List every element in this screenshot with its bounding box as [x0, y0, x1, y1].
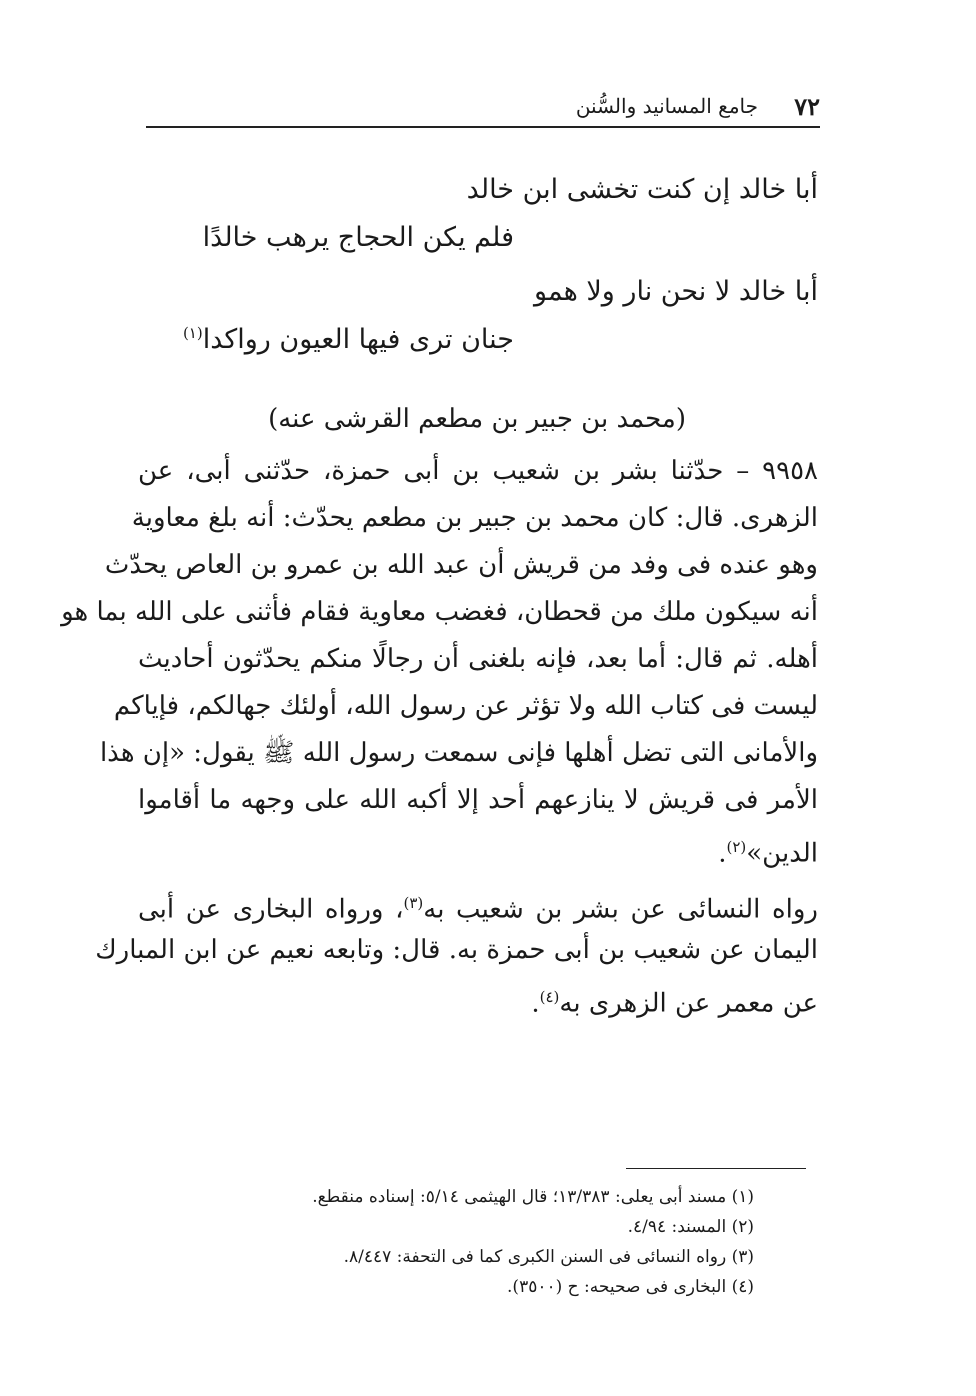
poem-line-4-text: جنان ترى فيها العيون رواكدا: [202, 324, 514, 355]
hadith-line: والأمانى التى تضل أهلها فإنى سمعت رسول الله ﷺ يقول: «إن هذا: [99, 738, 818, 768]
running-header: [146, 92, 820, 126]
header-rule: [146, 126, 820, 128]
footnote-rule: [626, 1168, 806, 1169]
hadith-line-last-text: الدين»: [746, 838, 818, 869]
footnotes: [194, 1182, 754, 1302]
footnote-marker-3: (٣): [403, 894, 424, 912]
riwaya-line-text: رواه النسائى عن بشر بن شعيب به: [423, 894, 818, 925]
footnote-4: (٤) البخارى فى صحيحه: ح (٣٥٠٠).: [507, 1277, 754, 1297]
footnote-marker-2: (٢): [726, 838, 747, 856]
riwaya-line-last: [138, 974, 818, 1021]
footnote-marker-4: (٤): [539, 988, 560, 1006]
footnote-2: (٢) المسند: ٤/٩٤.: [627, 1217, 754, 1237]
page-number: ٧٢: [794, 92, 820, 121]
poem-line-2: فلم يكن الحجاج يرهب خالدًا: [202, 222, 514, 253]
hadith-line-last: الدين»$^{(٢)}$.: [718, 838, 818, 869]
riwaya-line: [138, 880, 818, 927]
hadith-line: أهله. ثم قال: أما بعد، فإنه بلغنى أن رجالًا منكم يحدّثون أحاديث: [138, 644, 818, 674]
riwaya-line-text: عن معمر عن الزهرى به: [559, 988, 818, 1019]
poem-line-3: أبا خالد لا نحن نار ولا همو: [534, 276, 818, 307]
riwaya-paragraph: [95, 880, 818, 1021]
hadith-line: ٩٩٥٨ – حدّثنا بشر بن شعيب بن أبى حمزة، حدّثنى أبى، عن: [138, 456, 818, 486]
hadith-line: وهو عنده فى وفد من قريش أن عبد الله بن عمرو بن العاص يحدّث: [104, 550, 818, 580]
hadith-line: أنه سيكون ملك من قحطان، فغضب معاوية فقام فأثنى على الله بما هو: [61, 597, 818, 627]
section-title: (محمد بن جبير بن مطعم القرشى عنه): [268, 404, 686, 434]
hadith-line: ليست فى كتاب الله ولا تؤثر عن رسول الله، أولئك جهالكم، فإياكم: [113, 691, 818, 721]
footnote-1: (١) مسند أبى يعلى: ١٣/٣٨٣؛ قال الهيثمى ٥/١٤: إسناده منقطع.: [312, 1187, 754, 1207]
riwaya-line-after: .: [531, 988, 540, 1019]
riwaya-line-after: ، ورواه البخارى عن أبى: [138, 894, 404, 925]
hadith-line: الأمر فى قريش لا ينازعهم أحد إلا أكبه الله على وجهه ما أقاموا: [138, 785, 818, 815]
riwaya-line: اليمان عن شعيب بن أبى حمزة به. قال: وتابعه نعيم عن ابن المبارك: [95, 935, 818, 965]
poem-line-1: أبا خالد إن كنت تخشى ابن خالد: [466, 174, 818, 205]
footnote-marker-1: (١): [182, 324, 203, 342]
running-title: جامع المسانيد والسُّنن: [575, 94, 758, 118]
footnote-3: (٣) رواه النسائى فى السنن الكبرى كما فى التحفة: ٨/٤٤٧.: [343, 1247, 754, 1267]
poem-line-4: [183, 324, 514, 355]
hadith-paragraph: [61, 448, 818, 871]
hadith-line: الزهرى. قال: كان محمد بن جبير بن مطعم يحدّث: أنه بلغ معاوية: [131, 503, 818, 533]
